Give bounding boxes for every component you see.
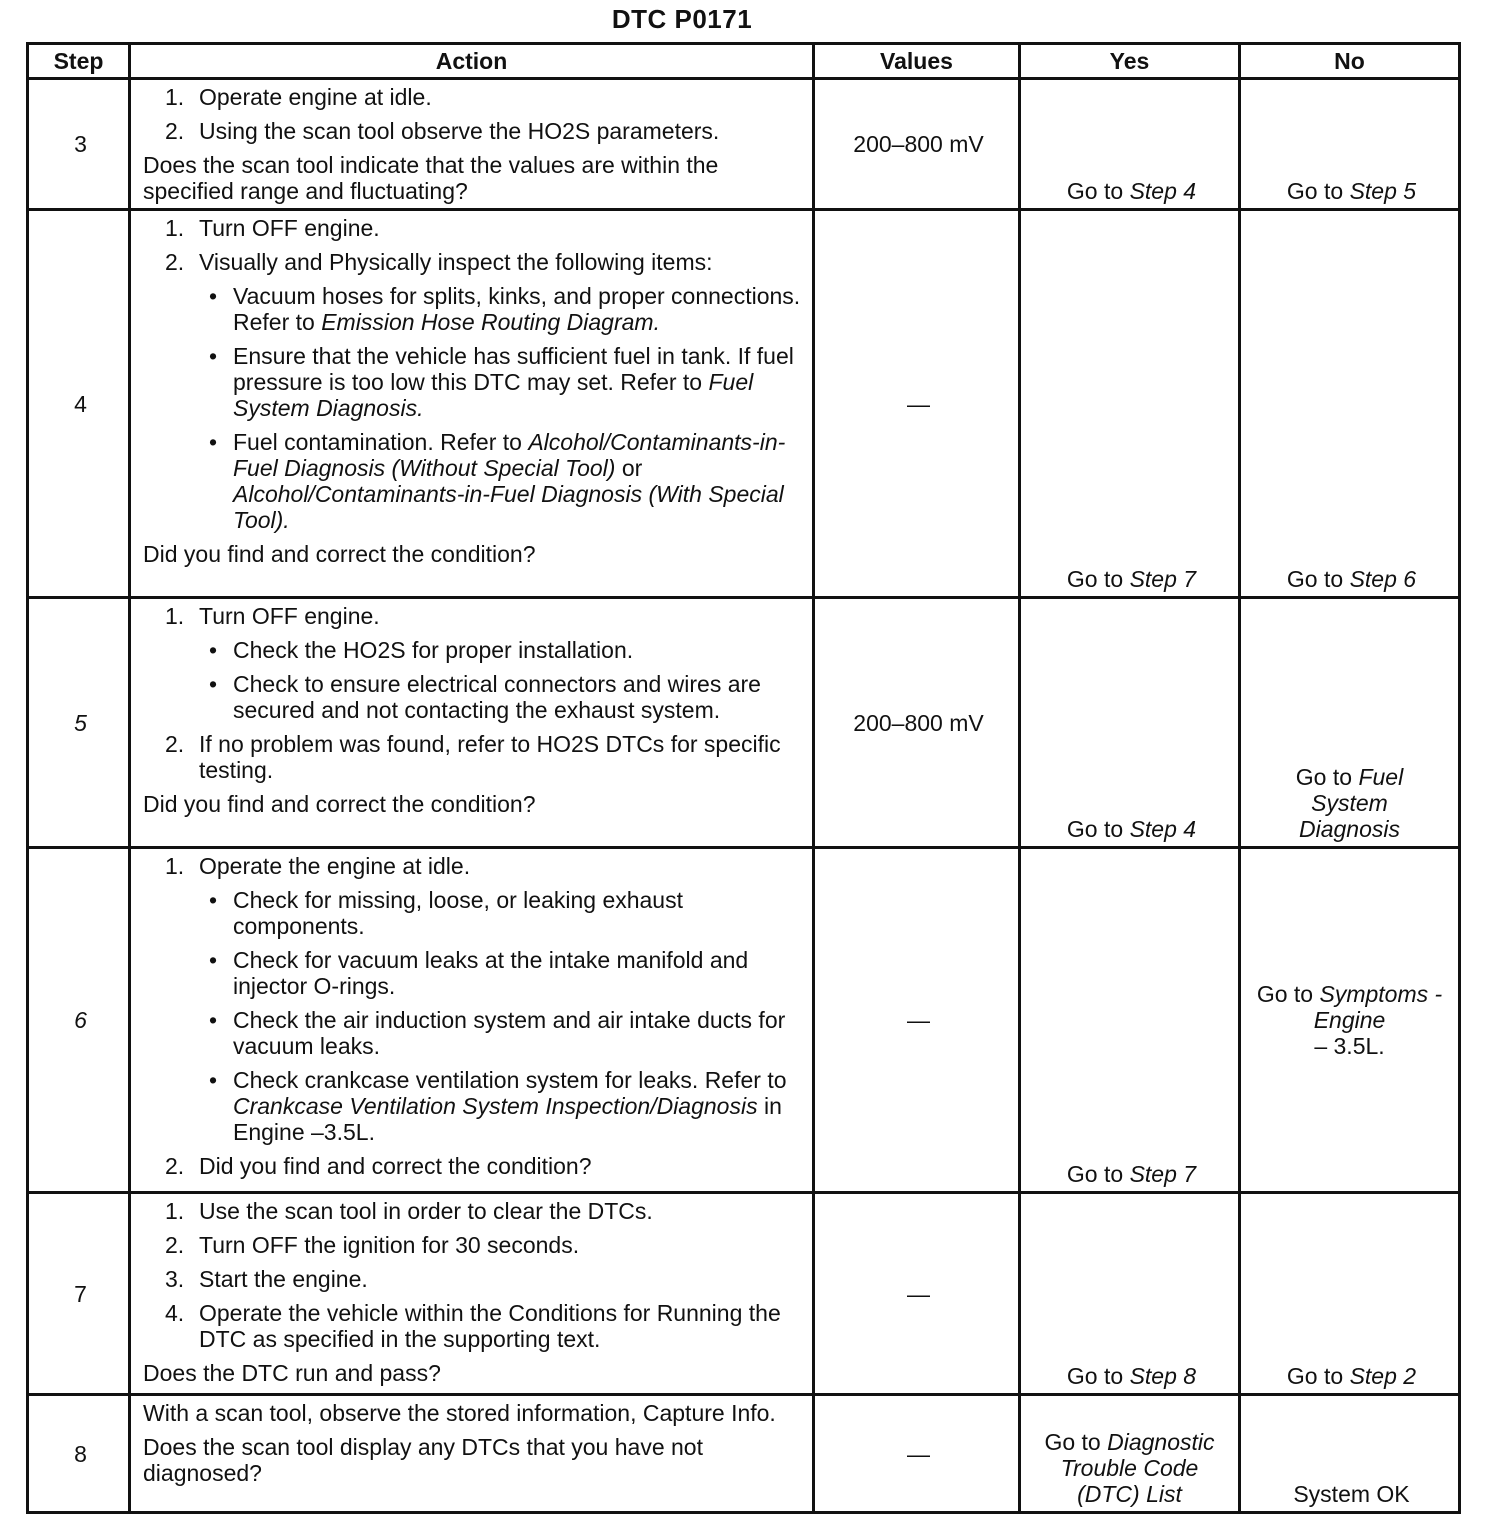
- no-cell: System OK: [1240, 1395, 1460, 1513]
- action-item: If no problem was found, refer to HO2S DTCs for specific testing.: [199, 731, 781, 783]
- table-row: [28, 1395, 1460, 1513]
- reference-link[interactable]: Crankcase Ventilation System Inspection/Diagnosis: [233, 1093, 758, 1119]
- reference-link[interactable]: Emission Hose Routing Diagram.: [321, 309, 660, 335]
- step-number: 6: [28, 848, 130, 1193]
- table-row: [28, 210, 1460, 598]
- header-no: No: [1240, 44, 1460, 79]
- action-cell: 1. Operate the engine at idle. • Check for missing, loose, or leaking exhaust components. • Check for vacuum leaks at the intake manifold and injector O-rings. • Check the air induction system and air intake ducts for vacuum leaks. • Check crankcase ventilation system for leaks. Refer to Crankcase Ventilation System Inspection/Diagnosis in Engine –3.5L. 2. Did you find and correct the condition?: [130, 848, 814, 1193]
- action-cell: 1. Operate engine at idle. 2. Using the scan tool observe the HO2S parameters. Does the scan tool indicate that the values are within the specified range and fluctuating?: [130, 79, 814, 210]
- step-link[interactable]: Step 6: [1349, 566, 1417, 592]
- action-cell: 1. Use the scan tool in order to clear the DTCs. 2. Turn OFF the ignition for 30 seconds. 3. Start the engine. 4. Operate the vehicle within the Conditions for Running the DTC as specified in the supporting text. Does the DTC run and pass?: [130, 1193, 814, 1395]
- action-item: Turn OFF engine.: [199, 215, 380, 241]
- step-number: 8: [28, 1395, 130, 1513]
- step-number: 5: [28, 598, 130, 848]
- header-row: [28, 44, 1460, 79]
- step-link[interactable]: Step 4: [1129, 178, 1197, 204]
- action-item: Turn OFF the ignition for 30 seconds.: [199, 1232, 580, 1258]
- reference-link[interactable]: Symptoms - Engine: [1313, 981, 1443, 1033]
- action-text: With a scan tool, observe the stored information, Capture Info.: [143, 1400, 776, 1426]
- action-cell: 1. Turn OFF engine. • Check the HO2S for proper installation. • Check to ensure electrical connectors and wires are secured and not contacting the exhaust system. 2. If no problem was found, refer to HO2S DTCs for specific testing. Did you find and correct the condition?: [130, 598, 814, 848]
- action-item: Start the engine.: [199, 1266, 368, 1292]
- reference-link[interactable]: Alcohol/Contaminants-in-Fuel Diagnosis (Without Special Tool): [233, 429, 786, 481]
- header-yes: Yes: [1020, 44, 1240, 79]
- question: Does the scan tool display any DTCs that you have not diagnosed?: [143, 1434, 703, 1486]
- no-cell: Go to Step 5: [1240, 79, 1460, 210]
- table-row: [28, 79, 1460, 210]
- step-number: 4: [28, 210, 130, 598]
- values-cell: 200–800 mV: [814, 598, 1020, 848]
- yes-cell: Go to Diagnostic Trouble Code (DTC) List: [1020, 1395, 1240, 1513]
- step-link[interactable]: Step 5: [1349, 178, 1417, 204]
- step-number: 7: [28, 1193, 130, 1395]
- question: Did you find and correct the condition?: [143, 791, 536, 817]
- action-cell: 1. Turn OFF engine. 2. Visually and Physically inspect the following items: • Vacuum hoses for splits, kinks, and proper connections. Refer to Emission Hose Routing Diagram. • Ensure that the vehicle has sufficient fuel in tank. If fuel pressure is too low this DTC may set. Refer to Fuel System Diagnosis. • Fuel contamination. Refer to Alcohol/Contaminants-in-Fuel Diagnosis (Without Special Tool) or Alcohol/Contaminants-in-Fuel Diagnosis (With Special Tool). Did you find and correct the condition?: [130, 210, 814, 598]
- values-cell: —: [814, 1193, 1020, 1395]
- step-link[interactable]: Step 2: [1349, 1363, 1417, 1389]
- yes-cell: Go to Step 7: [1020, 848, 1240, 1193]
- table-row: [28, 1193, 1460, 1395]
- yes-cell: Go to Step 4: [1020, 79, 1240, 210]
- no-cell: Go to Step 6: [1240, 210, 1460, 598]
- step-link[interactable]: Step 7: [1129, 1161, 1197, 1187]
- question: Did you find and correct the condition?: [143, 541, 536, 567]
- action-item: Turn OFF engine.: [199, 603, 380, 629]
- action-item: Operate engine at idle.: [199, 84, 432, 110]
- question: Does the scan tool indicate that the values are within the specified range and fluctuating?: [143, 152, 719, 204]
- action-item: Did you find and correct the condition?: [199, 1153, 592, 1179]
- page-title: DTC P0171: [611, 4, 753, 34]
- values-cell: 200–800 mV: [814, 79, 1020, 210]
- reference-link[interactable]: Alcohol/Contaminants-in-Fuel Diagnosis (With Special Tool).: [233, 481, 784, 533]
- header-step: Step: [28, 44, 130, 79]
- yes-cell: Go to Step 4: [1020, 598, 1240, 848]
- no-cell: Go to Step 2: [1240, 1193, 1460, 1395]
- action-cell: [130, 1395, 814, 1513]
- yes-cell: Go to Step 7: [1020, 210, 1240, 598]
- action-item: Visually and Physically inspect the following items:: [199, 249, 713, 275]
- reference-link[interactable]: Fuel System Diagnosis.: [233, 369, 754, 421]
- values-cell: —: [814, 848, 1020, 1193]
- values-cell: —: [814, 210, 1020, 598]
- table-row: [28, 598, 1460, 848]
- step-link[interactable]: Step 8: [1129, 1363, 1197, 1389]
- no-cell: Go to Fuel System Diagnosis: [1240, 598, 1460, 848]
- values-cell: —: [814, 1395, 1020, 1513]
- step-number: 3: [28, 79, 130, 210]
- step-link[interactable]: Step 4: [1129, 816, 1197, 842]
- reference-link[interactable]: Diagnostic Trouble Code (DTC) List: [1060, 1429, 1215, 1507]
- question: Does the DTC run and pass?: [143, 1360, 441, 1386]
- action-item: Operate the engine at idle.: [199, 853, 471, 879]
- diagnostic-table: [26, 42, 1461, 1514]
- action-item: Operate the vehicle within the Conditions for Running the DTC as specified in the supporting text.: [199, 1300, 781, 1352]
- no-cell: Go to Symptoms - Engine – 3.5L.: [1240, 848, 1460, 1193]
- header-values: Values: [814, 44, 1020, 79]
- action-item: Use the scan tool in order to clear the DTCs.: [199, 1198, 653, 1224]
- table-row: [28, 848, 1460, 1193]
- step-link[interactable]: Step 7: [1129, 566, 1197, 592]
- action-item: Using the scan tool observe the HO2S parameters.: [199, 118, 720, 144]
- header-action: Action: [130, 44, 814, 79]
- yes-cell: Go to Step 8: [1020, 1193, 1240, 1395]
- reference-link[interactable]: Fuel System Diagnosis: [1299, 764, 1404, 842]
